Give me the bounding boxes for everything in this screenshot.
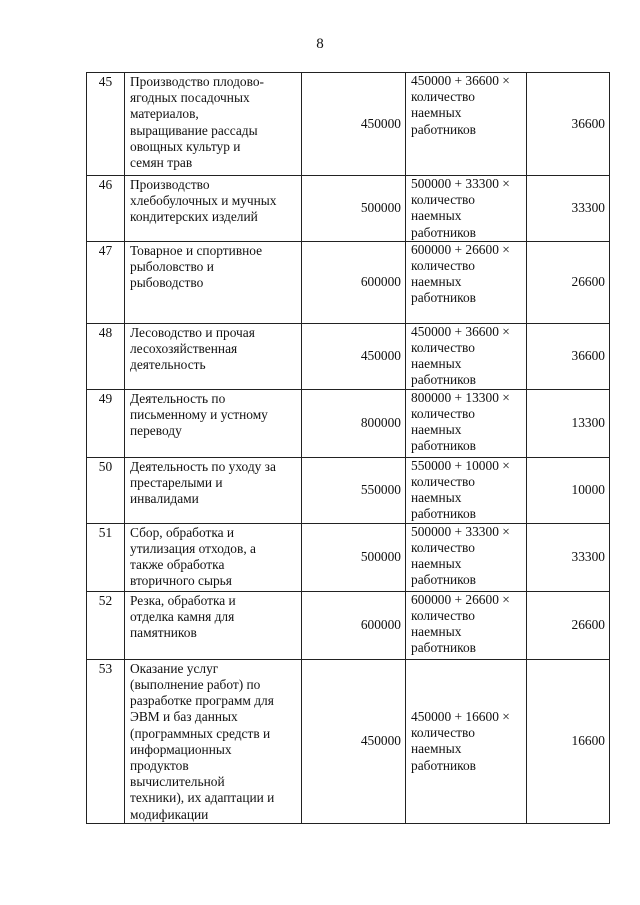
activity-line: деятельность — [130, 357, 206, 373]
activity-line: Производство плодово- — [130, 74, 264, 89]
formula-line: 500000 + 33300 × — [411, 176, 510, 191]
activity-name — [125, 323, 302, 389]
formula — [406, 389, 527, 457]
base-amount: 450000 — [302, 659, 406, 823]
table-row — [87, 389, 610, 457]
table-row — [87, 591, 610, 659]
activity-line: лесохозяйственная — [130, 341, 238, 357]
table-body — [87, 73, 610, 824]
activity-line: рыболовство и — [130, 259, 214, 275]
activity-name — [125, 659, 302, 823]
formula-line: количество — [411, 258, 475, 274]
activity-name — [125, 176, 302, 242]
formula-line: работников — [411, 290, 476, 306]
increment-amount: 36600 — [527, 73, 610, 176]
activity-line: Деятельность по — [130, 390, 226, 406]
activity-line: Оказание услуг — [130, 660, 219, 676]
activity-line: рыбоводство — [130, 275, 204, 291]
base-amount: 800000 — [302, 389, 406, 457]
activity-name — [125, 73, 302, 176]
formula-line: работников — [411, 224, 476, 240]
formula-line: работников — [411, 438, 476, 454]
base-amount: 500000 — [302, 523, 406, 591]
activity-name — [125, 591, 302, 659]
activity-line: переводу — [130, 423, 182, 439]
activity-name — [125, 241, 302, 323]
base-amount: 600000 — [302, 591, 406, 659]
activity-line: (программных средств и — [130, 725, 271, 741]
table-row — [87, 523, 610, 591]
activity-line: также обработка — [130, 557, 225, 573]
increment-amount: 10000 — [527, 457, 610, 523]
formula-line: наемных — [411, 624, 462, 640]
tariff-table — [86, 72, 610, 824]
formula-line: 550000 + 10000 × — [411, 457, 510, 473]
increment-amount: 36600 — [527, 323, 610, 389]
activity-line: разработке программ для — [130, 693, 274, 709]
formula-line: наемных — [411, 556, 462, 572]
formula-line: работников — [411, 757, 476, 773]
base-amount: 550000 — [302, 457, 406, 523]
row-number: 48 — [87, 323, 125, 389]
formula-line: 600000 + 26600 × — [411, 591, 510, 607]
formula-line: количество — [411, 474, 475, 490]
formula-line: работников — [411, 506, 476, 522]
formula-line: наемных — [411, 105, 462, 121]
formula-line: работников — [411, 572, 476, 588]
activity-line: выращивание рассады — [130, 122, 258, 138]
formula-line: наемных — [411, 741, 462, 757]
activity-line: отделка камня для — [130, 609, 235, 625]
activity-line: Товарное и спортивное — [130, 242, 263, 258]
row-number: 47 — [87, 241, 125, 323]
base-amount: 600000 — [302, 241, 406, 323]
formula-line: 800000 + 13300 × — [411, 389, 510, 405]
activity-line: овощных культур и — [130, 138, 241, 154]
activity-line: Деятельность по уходу за — [130, 458, 276, 474]
base-amount: 450000 — [302, 323, 406, 389]
formula — [406, 176, 527, 242]
activity-line: техники), их адаптации и — [130, 790, 275, 806]
activity-name — [125, 523, 302, 591]
table-row — [87, 176, 610, 242]
activity-line: Производство — [130, 177, 210, 192]
row-number: 51 — [87, 523, 125, 591]
table-row — [87, 323, 610, 389]
activity-line: письменному и устному — [130, 407, 268, 423]
increment-amount: 26600 — [527, 591, 610, 659]
table-row — [87, 659, 610, 823]
formula-line: 450000 + 16600 × — [411, 708, 510, 724]
table-row — [87, 457, 610, 523]
activity-line: престарелыми и — [130, 475, 223, 491]
activity-line: модификации — [130, 806, 209, 822]
formula-line: количество — [411, 192, 475, 208]
page-number: 8 — [316, 36, 324, 52]
formula-line: наемных — [411, 422, 462, 438]
formula — [406, 241, 527, 323]
activity-line: ягодных посадочных — [130, 90, 250, 106]
activity-line: Сбор, обработка и — [130, 524, 235, 540]
activity-line: (выполнение работ) по — [130, 677, 261, 693]
activity-line: хлебобулочных и мучных — [130, 193, 277, 209]
activity-line: инвалидами — [130, 491, 199, 507]
increment-amount: 13300 — [527, 389, 610, 457]
base-amount: 500000 — [302, 176, 406, 242]
formula — [406, 659, 527, 823]
activity-line: вычислительной — [130, 774, 225, 790]
activity-line: семян трав — [130, 155, 193, 171]
increment-amount: 33300 — [527, 523, 610, 591]
activity-name — [125, 457, 302, 523]
row-number: 50 — [87, 457, 125, 523]
row-number: 45 — [87, 73, 125, 176]
formula — [406, 523, 527, 591]
activity-line: ЭВМ и баз данных — [130, 709, 238, 725]
activity-line: кондитерских изделий — [130, 209, 258, 225]
row-number: 53 — [87, 659, 125, 823]
formula-line: работников — [411, 121, 476, 137]
table-row — [87, 241, 610, 323]
formula-line: количество — [411, 340, 475, 356]
formula-line: работников — [411, 372, 476, 388]
formula-line: количество — [411, 608, 475, 624]
formula — [406, 457, 527, 523]
row-number: 52 — [87, 591, 125, 659]
activity-line: продуктов — [130, 758, 189, 774]
formula-line: количество — [411, 540, 475, 556]
formula-line: количество — [411, 89, 475, 105]
formula — [406, 73, 527, 176]
formula-line: 500000 + 33300 × — [411, 523, 510, 539]
activity-line: памятников — [130, 625, 197, 641]
formula-line: 450000 + 36600 × — [411, 73, 510, 88]
activity-line: Лесоводство и прочая — [130, 324, 255, 340]
formula — [406, 591, 527, 659]
row-number: 46 — [87, 176, 125, 242]
increment-amount: 33300 — [527, 176, 610, 242]
activity-line: утилизация отходов, а — [130, 541, 256, 557]
formula — [406, 323, 527, 389]
formula-line: наемных — [411, 208, 462, 224]
formula-line: 450000 + 36600 × — [411, 323, 510, 339]
formula-line: количество — [411, 406, 475, 422]
row-number: 49 — [87, 389, 125, 457]
formula-line: наемных — [411, 274, 462, 290]
formula-line: количество — [411, 725, 475, 741]
table-row — [87, 73, 610, 176]
activity-line: вторичного сырья — [130, 573, 232, 589]
formula-line: 600000 + 26600 × — [411, 241, 510, 257]
activity-line: информационных — [130, 741, 232, 757]
formula-line: наемных — [411, 490, 462, 506]
increment-amount: 26600 — [527, 241, 610, 323]
activity-line: материалов, — [130, 106, 199, 122]
formula-line: работников — [411, 640, 476, 656]
base-amount: 450000 — [302, 73, 406, 176]
activity-name — [125, 389, 302, 457]
formula-line: наемных — [411, 356, 462, 372]
increment-amount: 16600 — [527, 659, 610, 823]
activity-line: Резка, обработка и — [130, 592, 236, 608]
